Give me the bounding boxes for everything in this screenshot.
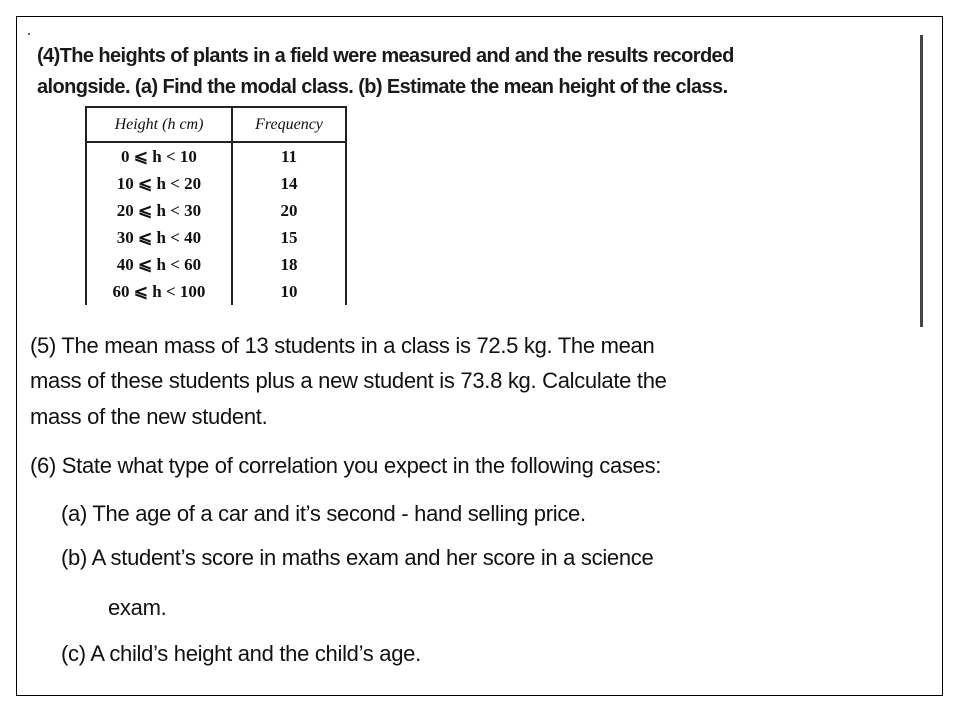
frequency-cell: 14: [232, 170, 346, 197]
frequency-cell: 11: [232, 142, 346, 170]
table-row: [86, 142, 346, 170]
question-5-line-3: mass of the new student.: [30, 404, 268, 429]
question-4-text: [37, 41, 897, 103]
height-cell: 60 ⩽ h < 100: [86, 278, 232, 305]
question-5-line-2: mass of these students plus a new student is 73.8 kg. Calculate the: [30, 368, 667, 393]
header-frequency: Frequency: [232, 107, 346, 142]
question-5-line-1: (5) The mean mass of 13 students in a class is 72.5 kg. The mean: [30, 333, 655, 358]
question-6-part-b-line-1: (b) A student’s score in maths exam and her score in a science: [61, 545, 654, 570]
question-6-part-c: (c) A child’s height and the child’s age.: [61, 641, 421, 666]
frequency-cell: 15: [232, 224, 346, 251]
frequency-table: [85, 106, 347, 305]
question-4-line-1: (4)The heights of plants in a field were measured and and the results recorded: [37, 45, 734, 67]
table-row: [86, 170, 346, 197]
table-row: [86, 251, 346, 278]
table-row: [86, 224, 346, 251]
height-cell: 0 ⩽ h < 10: [86, 142, 232, 170]
header-height: Height (h cm): [86, 107, 232, 142]
frequency-cell: 10: [232, 278, 346, 305]
frequency-cell: 20: [232, 197, 346, 224]
frequency-cell: 18: [232, 251, 346, 278]
table-header-row: [86, 107, 346, 142]
question-4-line-2: alongside. (a) Find the modal class. (b) Estimate the mean height of the class.: [37, 76, 728, 98]
table-row: [86, 197, 346, 224]
stray-dot: [28, 33, 30, 35]
vertical-divider: [920, 35, 923, 327]
height-cell: 30 ⩽ h < 40: [86, 224, 232, 251]
height-cell: 10 ⩽ h < 20: [86, 170, 232, 197]
question-6-part-a: (a) The age of a car and it’s second - hand selling price.: [61, 501, 586, 526]
height-cell: 40 ⩽ h < 60: [86, 251, 232, 278]
height-cell: 20 ⩽ h < 30: [86, 197, 232, 224]
question-6-intro: (6) State what type of correlation you expect in the following cases:: [30, 453, 662, 478]
question-6-part-b-line-2: exam.: [108, 595, 167, 620]
table-row: [86, 278, 346, 305]
